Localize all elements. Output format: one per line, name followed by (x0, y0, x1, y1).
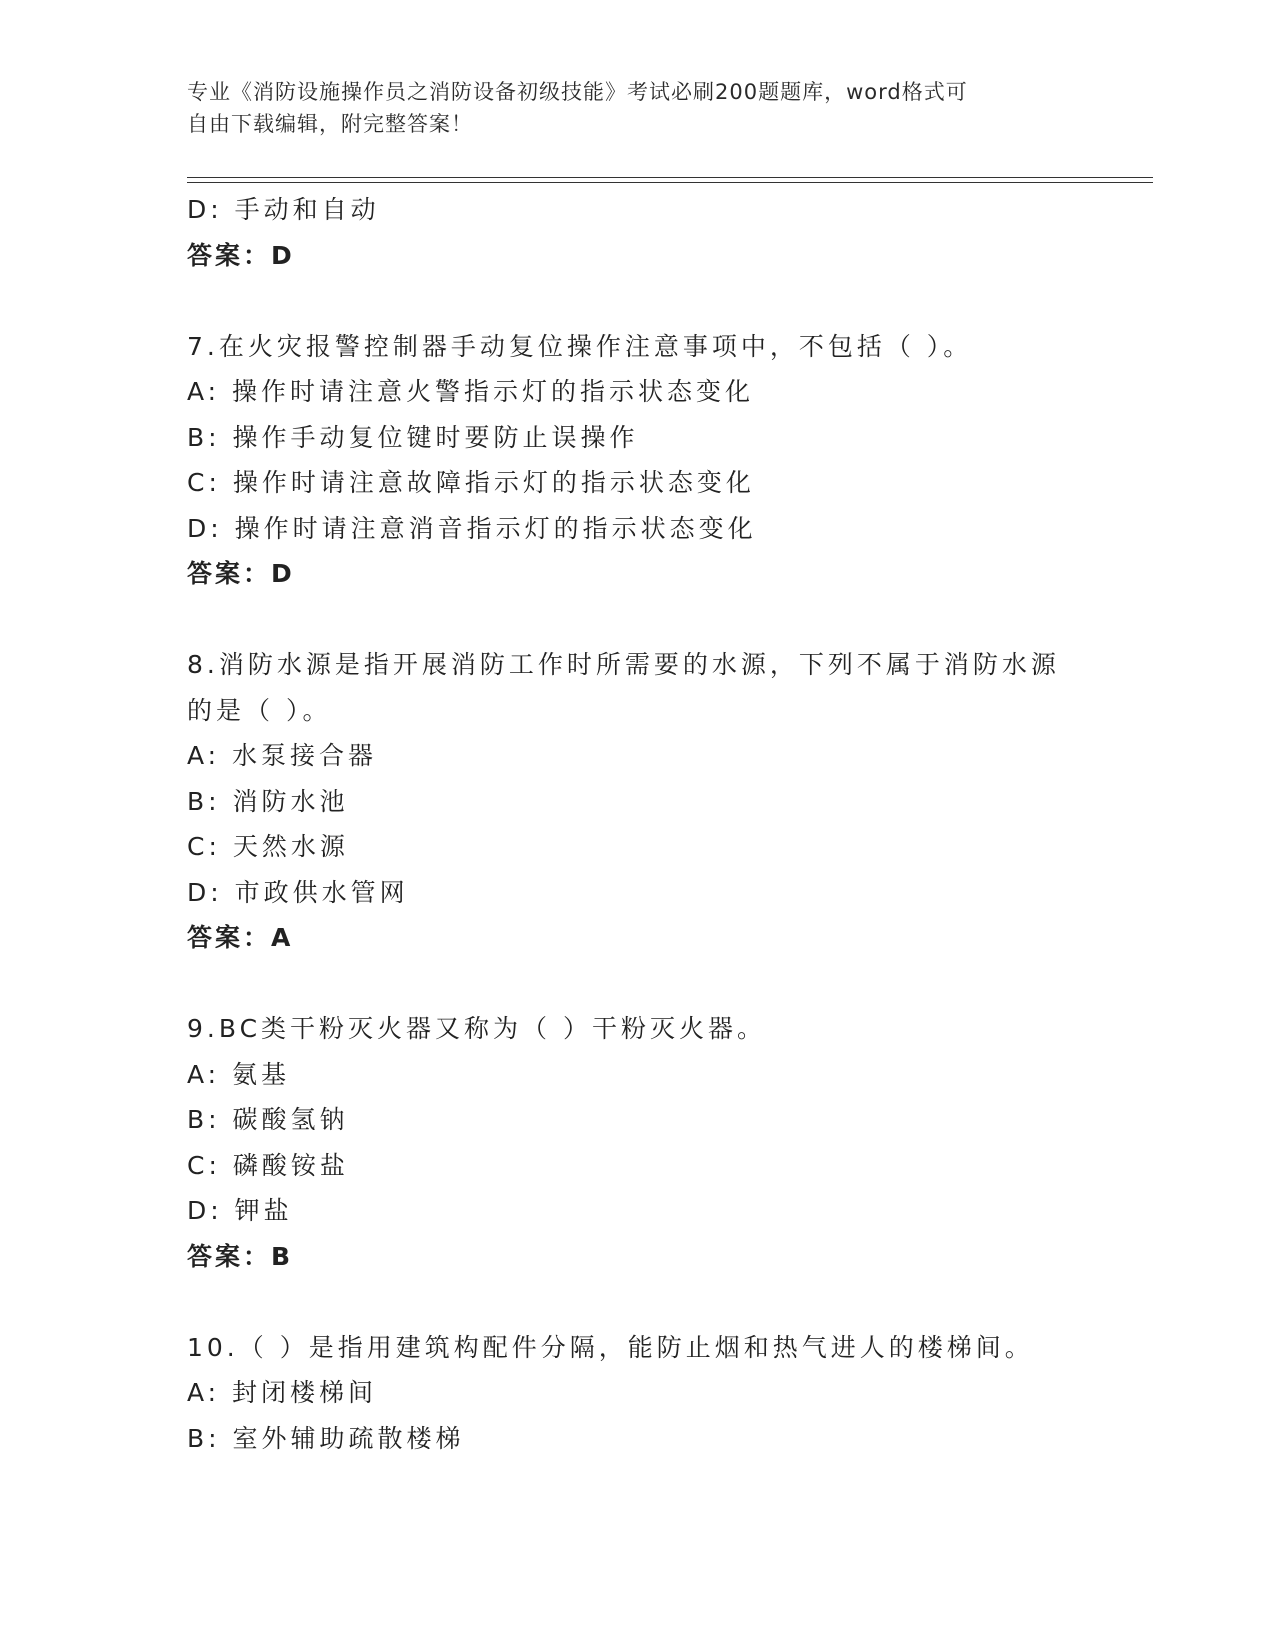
spacer (187, 1279, 1087, 1325)
option-d: D: 钾盐 (187, 1196, 293, 1225)
option-b: B: 操作手动复位键时要防止误操作 (187, 422, 639, 452)
option-d: D: 市政供水管网 (187, 877, 409, 907)
option-a: A: 操作时请注意火警指示灯的指示状态变化 (187, 377, 755, 406)
question-10 (187, 1325, 1087, 1462)
document-header (187, 76, 1067, 140)
question-stem: 7.在火灾报警控制器手动复位操作注意事项中，不包括（ ）。 (187, 331, 973, 361)
option-a: A: 水泵接合器 (187, 741, 378, 770)
answer: 答案：B (187, 1241, 294, 1271)
question-list (187, 187, 1087, 1461)
question-stem-line-2: 的是（ ）。 (187, 695, 332, 725)
option-d: D: 手动和自动 (187, 195, 380, 224)
answer: 答案：D (187, 240, 295, 270)
spacer (187, 961, 1087, 1007)
header-line-1: 专业《消防设施操作员之消防设备初级技能》考试必刷200题题库，word格式可 (187, 80, 968, 104)
spacer (187, 597, 1087, 643)
header-line-2: 自由下载编辑，附完整答案！ (187, 112, 473, 136)
spacer (187, 278, 1087, 324)
option-c: C: 操作时请注意故障指示灯的指示状态变化 (187, 468, 755, 497)
header-divider-bottom (187, 182, 1153, 183)
answer: 答案：D (187, 559, 295, 588)
question-9 (187, 1006, 1087, 1279)
option-c: C: 磷酸铵盐 (187, 1150, 349, 1180)
question-stem: 10.（ ）是指用建筑构配件分隔，能防止烟和热气进人的楼梯间。 (187, 1332, 1034, 1362)
question-7 (187, 324, 1087, 597)
option-b: B: 消防水池 (187, 786, 349, 816)
option-c: C: 天然水源 (187, 832, 349, 861)
option-b: B: 室外辅助疏散楼梯 (187, 1423, 465, 1453)
option-d: D: 操作时请注意消音指示灯的指示状态变化 (187, 513, 757, 543)
option-b: B: 碳酸氢钠 (187, 1105, 349, 1134)
option-a: A: 封闭楼梯间 (187, 1378, 378, 1407)
question-6-tail (187, 187, 1087, 278)
header-divider-top (187, 177, 1153, 178)
option-a: A: 氨基 (187, 1059, 291, 1089)
answer: 答案：A (187, 923, 294, 952)
question-stem-line-1: 8.消防水源是指开展消防工作时所需要的水源，下列不属于消防水源 (187, 650, 1060, 679)
question-8 (187, 642, 1087, 961)
question-stem: 9.BC类干粉灭火器又称为（ ）干粉灭火器。 (187, 1014, 766, 1043)
